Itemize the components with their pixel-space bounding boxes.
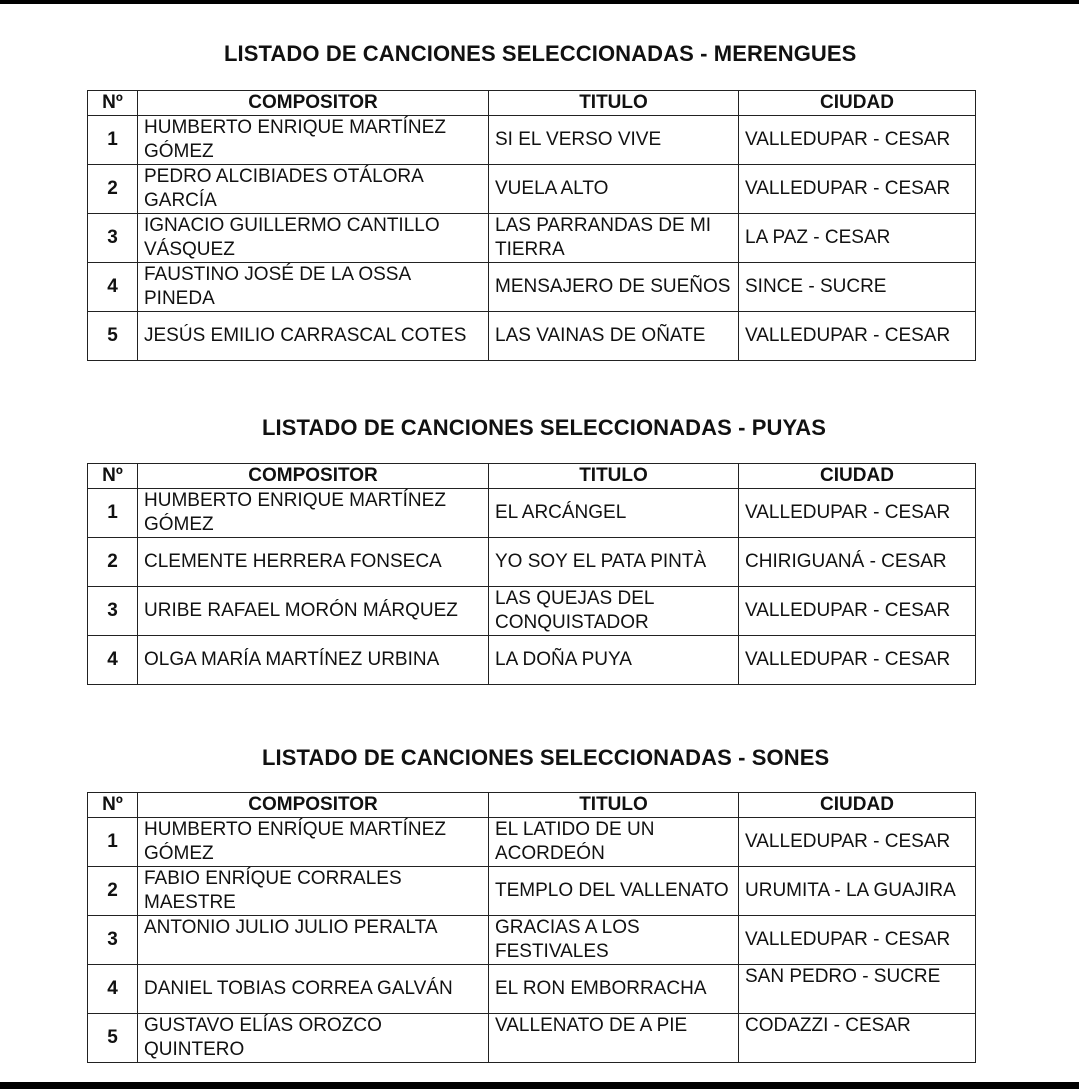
row-city: CHIRIGUANÁ - CESAR [739,538,976,587]
row-city: CODAZZI - CESAR [739,1014,976,1063]
row-composer: PEDRO ALCIBIADES OTÁLORA GARCÍA [138,165,489,214]
row-title: GRACIAS A LOS FESTIVALES [489,916,739,965]
row-num: 1 [88,116,138,165]
table-row [88,916,976,965]
row-title: MENSAJERO DE SUEÑOS [489,263,739,312]
header-composer: COMPOSITOR [138,793,489,818]
row-city: VALLEDUPAR - CESAR [739,116,976,165]
section-title: LISTADO DE CANCIONES SELECCIONADAS - PUYAS [262,415,827,440]
row-title: LAS VAINAS DE OÑATE [489,312,739,361]
row-title: EL ARCÁNGEL [489,489,739,538]
row-title: EL RON EMBORRACHA [489,965,739,1014]
header-num: Nº [88,464,138,489]
row-num: 4 [88,263,138,312]
table-row [88,1014,976,1063]
row-title: VUELA ALTO [489,165,739,214]
table-row [88,165,976,214]
table-row [88,116,976,165]
row-num: 3 [88,587,138,636]
row-title: SI EL VERSO VIVE [489,116,739,165]
songs-table-sones [87,792,976,1063]
table-row [88,867,976,916]
row-num: 2 [88,165,138,214]
row-num: 5 [88,1014,138,1063]
row-city: URUMITA - LA GUAJIRA [739,867,976,916]
header-title: TITULO [489,91,739,116]
header-title: TITULO [489,793,739,818]
row-title: LAS QUEJAS DEL CONQUISTADOR [489,587,739,636]
row-composer: HUMBERTO ENRIQUE MARTÍNEZ GÓMEZ [138,116,489,165]
table-row [88,538,976,587]
table-row [88,965,976,1014]
section-title: LISTADO DE CANCIONES SELECCIONADAS - SONES [262,745,830,770]
row-composer: FAUSTINO JOSÉ DE LA OSSA PINEDA [138,263,489,312]
table-row [88,263,976,312]
row-title: YO SOY EL PATA PINTÀ [489,538,739,587]
row-city: LA PAZ - CESAR [739,214,976,263]
header-num: Nº [88,91,138,116]
row-city: VALLEDUPAR - CESAR [739,818,976,867]
row-title: LAS PARRANDAS DE MI TIERRA [489,214,739,263]
header-title: TITULO [489,464,739,489]
row-composer: HUMBERTO ENRIQUE MARTÍNEZ GÓMEZ [138,489,489,538]
row-city: SAN PEDRO - SUCRE [739,965,976,1014]
top-border [0,0,1079,4]
section-title: LISTADO DE CANCIONES SELECCIONADAS - MERENGUES [224,41,857,66]
row-composer: HUMBERTO ENRÍQUE MARTÍNEZ GÓMEZ [138,818,489,867]
header-composer: COMPOSITOR [138,464,489,489]
row-composer: JESÚS EMILIO CARRASCAL COTES [138,312,489,361]
header-composer: COMPOSITOR [138,91,489,116]
row-num: 4 [88,636,138,685]
table-row [88,214,976,263]
row-city: VALLEDUPAR - CESAR [739,489,976,538]
table-row [88,587,976,636]
row-composer: OLGA MARÍA MARTÍNEZ URBINA [138,636,489,685]
row-composer: URIBE RAFAEL MORÓN MÁRQUEZ [138,587,489,636]
row-composer: ANTONIO JULIO JULIO PERALTA [138,916,489,965]
row-title: TEMPLO DEL VALLENATO [489,867,739,916]
row-composer: IGNACIO GUILLERMO CANTILLO VÁSQUEZ [138,214,489,263]
row-city: VALLEDUPAR - CESAR [739,587,976,636]
table-header-row [88,91,976,116]
header-city: CIUDAD [739,91,976,116]
table-row [88,818,976,867]
row-city: VALLEDUPAR - CESAR [739,165,976,214]
row-title: EL LATIDO DE UN ACORDEÓN [489,818,739,867]
row-num: 2 [88,867,138,916]
songs-table-merengues [87,90,976,361]
row-num: 1 [88,489,138,538]
row-city: VALLEDUPAR - CESAR [739,636,976,685]
row-city: SINCE - SUCRE [739,263,976,312]
row-composer: CLEMENTE HERRERA FONSECA [138,538,489,587]
row-num: 5 [88,312,138,361]
row-composer: DANIEL TOBIAS CORREA GALVÁN [138,965,489,1014]
table-row [88,489,976,538]
header-city: CIUDAD [739,464,976,489]
row-num: 3 [88,214,138,263]
row-num: 4 [88,965,138,1014]
row-num: 3 [88,916,138,965]
header-num: Nº [88,793,138,818]
table-header-row [88,793,976,818]
row-title: LA DOÑA PUYA [489,636,739,685]
row-title: VALLENATO DE A PIE [489,1014,739,1063]
table-row [88,312,976,361]
table-row [88,636,976,685]
songs-table-puyas [87,463,976,685]
table-header-row [88,464,976,489]
row-composer: GUSTAVO ELÍAS OROZCO QUINTERO [138,1014,489,1063]
row-num: 2 [88,538,138,587]
bottom-border [0,1082,1079,1089]
row-city: VALLEDUPAR - CESAR [739,916,976,965]
header-city: CIUDAD [739,793,976,818]
row-city: VALLEDUPAR - CESAR [739,312,976,361]
row-num: 1 [88,818,138,867]
row-composer: FABIO ENRÍQUE CORRALES MAESTRE [138,867,489,916]
